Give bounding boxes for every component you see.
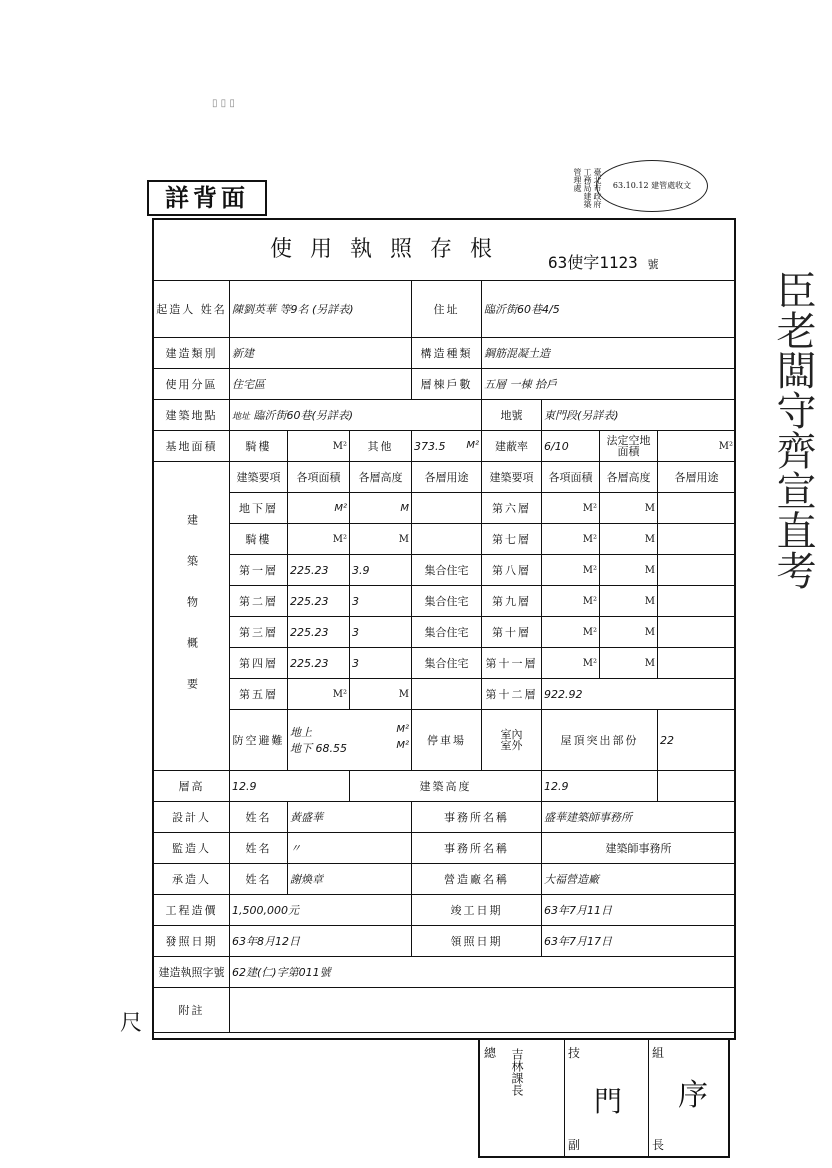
coverage-label: 建蔽率 (482, 431, 542, 462)
contractor-value: 謝煥章 (288, 864, 412, 895)
floor-right-height (600, 617, 658, 648)
hdr-area-left: 各項面積 (288, 462, 350, 493)
bldg-height-label: 建築高度 (350, 771, 542, 802)
floor-left-area (288, 524, 350, 555)
floor-right-height (600, 555, 658, 586)
floor-left-use: 集合住宅 (412, 617, 482, 648)
floor-right-name: 第八層 (482, 555, 542, 586)
floor-row (154, 586, 736, 617)
floor-height-label: 層高 (154, 771, 230, 802)
document-title: 使用執照存根 (269, 237, 510, 262)
floor-left-height: 3 (350, 648, 412, 679)
floors-label: 層棟戶數 (412, 369, 482, 400)
floor-left-use (412, 679, 482, 710)
unit-m2: M² (582, 564, 598, 576)
lot-value: 東門段(另詳表) (542, 400, 736, 431)
unit-m: M (644, 502, 656, 514)
site-value: 臨沂街60巷(另詳表) (253, 409, 354, 422)
floor-left-use: 集合住宅 (412, 648, 482, 679)
floor-right-area (542, 586, 600, 617)
floor-left-area: 225.23 (288, 586, 350, 617)
received-oval-stamp (596, 160, 708, 212)
shelter-values (288, 710, 412, 771)
bldg-height-value: 12.9 (542, 771, 658, 802)
signoff-sec1: 總 (484, 1046, 497, 1060)
other-label: 其他 (350, 431, 412, 462)
floor-left-use (412, 493, 482, 524)
other-value-text: 373.5 (414, 439, 446, 453)
top-faded-mark: ▯ ▯ ▯ (212, 98, 235, 109)
floor-left-height (350, 493, 412, 524)
floor-row (154, 648, 736, 679)
floor-right-area (542, 617, 600, 648)
back-side-stamp: 詳背面 (147, 180, 267, 216)
below-value: 68.55 (315, 742, 347, 755)
floor-right-name: 第六層 (482, 493, 542, 524)
floor-right-name: 第十一層 (482, 648, 542, 679)
floor-right-use (658, 617, 736, 648)
site-address-label: 地址 (232, 412, 251, 422)
contractor-company-value: 大福營造廠 (542, 864, 736, 895)
floor-left-name: 第一層 (230, 555, 288, 586)
unit-m2: M² (466, 439, 480, 451)
roof-label: 屋頂突出部份 (542, 710, 658, 771)
unit-m: M (644, 657, 656, 669)
floor-left-area (288, 679, 350, 710)
designer-office-value: 盛華建築師事務所 (542, 802, 736, 833)
permit-number (548, 250, 738, 273)
unit-m: M (644, 533, 656, 545)
receive-value: 63年7月17日 (542, 926, 736, 957)
right-margin-handwriting: 臣老闆守齊宣直考 (770, 270, 816, 590)
shelter-above (290, 724, 409, 740)
hdr-use-right: 各層用途 (658, 462, 736, 493)
floor-left-name: 地下層 (230, 493, 288, 524)
hdr-use-left: 各層用途 (412, 462, 482, 493)
floor-left-use: 集合住宅 (412, 555, 482, 586)
supervisor-value: 〃 (288, 833, 412, 864)
arcade-value (288, 431, 350, 462)
designer-label: 設計人 (154, 802, 230, 833)
structure-label: 構造種類 (412, 338, 482, 369)
unit-m2: M² (332, 688, 347, 700)
floor-left-name: 第二層 (230, 586, 288, 617)
designer-value: 黃盛華 (288, 802, 412, 833)
unit-m2: M² (396, 724, 410, 735)
floor-left-name: 第三層 (230, 617, 288, 648)
signoff-sec3-b: 長 (652, 1138, 665, 1152)
floor-right-height (600, 493, 658, 524)
shelter-below (290, 740, 409, 756)
permit-record-table (153, 280, 736, 1033)
floor-right-height (600, 648, 658, 679)
build-type-value: 新建 (230, 338, 412, 369)
floor-height-value: 12.9 (230, 771, 350, 802)
floor-right-use (658, 524, 736, 555)
unit-m: M (644, 595, 656, 607)
supervisor-office-label: 事務所名稱 (412, 833, 542, 864)
floor-left-area: 225.23 (288, 648, 350, 679)
supervisor-name-label: 姓名 (230, 833, 288, 864)
floor-left-height: 3 (350, 586, 412, 617)
signoff-divider (564, 1040, 565, 1158)
floor-right-name: 第七層 (482, 524, 542, 555)
unit-m2: M² (332, 533, 347, 545)
build-permit-value: 62建(仁)字第011號 (230, 957, 736, 988)
permit-number-suffix: 號 (647, 258, 659, 271)
applicant-value: 陳劉英華 等9名 (另詳表) (230, 281, 412, 338)
floor-right-height (600, 524, 658, 555)
unit-m2: M² (582, 533, 598, 545)
floor-row (154, 617, 736, 648)
address-label: 住址 (412, 281, 482, 338)
floor-left-name: 騎樓 (230, 524, 288, 555)
floor-right-use (658, 586, 736, 617)
permit-number-value: 63使字1123 (548, 253, 638, 272)
unit-m2: M² (582, 595, 598, 607)
floor-right-name: 第十層 (482, 617, 542, 648)
hdr-height-right: 各層高度 (600, 462, 658, 493)
signoff-divider (648, 1040, 649, 1158)
contractor-company-label: 營造廠名稱 (412, 864, 542, 895)
unit-m2: M² (582, 626, 598, 638)
floors-value: 五層 一棟 拾戶 (482, 369, 736, 400)
above-label: 地上 (290, 726, 312, 739)
floor-left-use: 集合住宅 (412, 586, 482, 617)
contractor-label: 承造人 (154, 864, 230, 895)
remarks-value (230, 988, 736, 1033)
floor-left-height: 3 (350, 617, 412, 648)
complete-label: 竣工日期 (412, 895, 542, 926)
floor-right-area: 922.92 (542, 679, 736, 710)
receive-label: 領照日期 (412, 926, 542, 957)
complete-value: 63年7月11日 (542, 895, 736, 926)
unit-m2: M² (718, 440, 734, 452)
floor-right-height (600, 586, 658, 617)
floor-row (154, 679, 736, 710)
unit-m: M (644, 626, 656, 638)
floor-right-area (542, 524, 600, 555)
other-value (412, 431, 482, 462)
floor-right-area (542, 493, 600, 524)
floor-left-height: 3.9 (350, 555, 412, 586)
signoff-sec2-value: 門 (594, 1085, 623, 1118)
floor-right-area (542, 555, 600, 586)
signoff-sec2-b: 副 (568, 1138, 581, 1152)
unit-m2: M² (582, 657, 598, 669)
parking-values (482, 710, 542, 771)
floor-right-name: 第九層 (482, 586, 542, 617)
supervisor-label: 監造人 (154, 833, 230, 864)
site-label: 建築地點 (154, 400, 230, 431)
coverage-value: 6/10 (542, 431, 600, 462)
unit-m2: M² (582, 502, 598, 514)
cost-label: 工程造價 (154, 895, 230, 926)
unit-m2: M² (334, 502, 347, 514)
build-permit-label: 建造執照字號 (154, 957, 230, 988)
cost-value: 1,500,000元 (230, 895, 412, 926)
site-cell (230, 400, 482, 431)
address-value: 臨沂街60巷4/5 (482, 281, 736, 338)
lot-label: 地號 (482, 400, 542, 431)
hdr-area-right: 各項面積 (542, 462, 600, 493)
applicant-label: 起造人 姓名 (154, 281, 230, 338)
unit-m2: M² (396, 740, 410, 751)
floor-right-use (658, 555, 736, 586)
floor-left-area: 225.23 (288, 617, 350, 648)
floor-right-area (542, 648, 600, 679)
signoff-box (478, 1040, 730, 1158)
signoff-sec3: 組 (652, 1046, 665, 1060)
floor-right-name: 第十二層 (482, 679, 542, 710)
use-zone-value: 住宅區 (230, 369, 412, 400)
floor-right-use (658, 493, 736, 524)
remarks-label: 附註 (154, 988, 230, 1033)
parking-label: 停車場 (412, 710, 482, 771)
unit-m2: M² (332, 440, 347, 452)
issue-label: 發照日期 (154, 926, 230, 957)
building-summary-label: 建築物概要 (154, 462, 230, 771)
floor-row (154, 524, 736, 555)
open-space-label: 法定空地面積 (600, 431, 658, 462)
unit-m: M (398, 688, 410, 700)
shelter-label: 防空避難 (230, 710, 288, 771)
parking-indoor: 室內 (500, 728, 523, 741)
contractor-name-label: 姓名 (230, 864, 288, 895)
floor-left-name: 第五層 (230, 679, 288, 710)
floor-left-height (350, 679, 412, 710)
below-label: 地下 (290, 742, 312, 755)
base-area-label: 基地面積 (154, 431, 230, 462)
designer-name-label: 姓名 (230, 802, 288, 833)
signoff-sec3-value: 序 (678, 1078, 708, 1113)
floor-row (154, 493, 736, 524)
build-type-label: 建造類別 (154, 338, 230, 369)
use-zone-label: 使用分區 (154, 369, 230, 400)
office-side-note: 臺北市政府工務局建築管理處 (573, 168, 602, 208)
open-space-value (658, 431, 736, 462)
unit-m: M (644, 564, 656, 576)
roof-value: 22 (658, 710, 736, 771)
left-margin-mark: 尺 (120, 1011, 143, 1036)
hdr-item-right: 建築要項 (482, 462, 542, 493)
floor-left-height (350, 524, 412, 555)
unit-m: M (398, 533, 410, 545)
hdr-item-left: 建築要項 (230, 462, 288, 493)
issue-value: 63年8月12日 (230, 926, 412, 957)
parking-outdoor: 室外 (500, 739, 523, 752)
floor-left-area (288, 493, 350, 524)
structure-value: 鋼筋混凝土造 (482, 338, 736, 369)
supervisor-office-value: 建築師事務所 (542, 833, 736, 864)
floor-row (154, 555, 736, 586)
designer-office-label: 事務所名稱 (412, 802, 542, 833)
hdr-height-left: 各層高度 (350, 462, 412, 493)
floor-left-area: 225.23 (288, 555, 350, 586)
arcade-label: 騎樓 (230, 431, 288, 462)
signoff-sec2: 技 (568, 1046, 581, 1060)
floor-left-name: 第四層 (230, 648, 288, 679)
unit-m: M (400, 502, 410, 514)
signoff-sec1-value: 吉林課長 (510, 1048, 524, 1096)
oval-stamp-text: 63.10.12 建管處收文 (612, 181, 692, 190)
floor-left-use (412, 524, 482, 555)
floor-right-use (658, 648, 736, 679)
